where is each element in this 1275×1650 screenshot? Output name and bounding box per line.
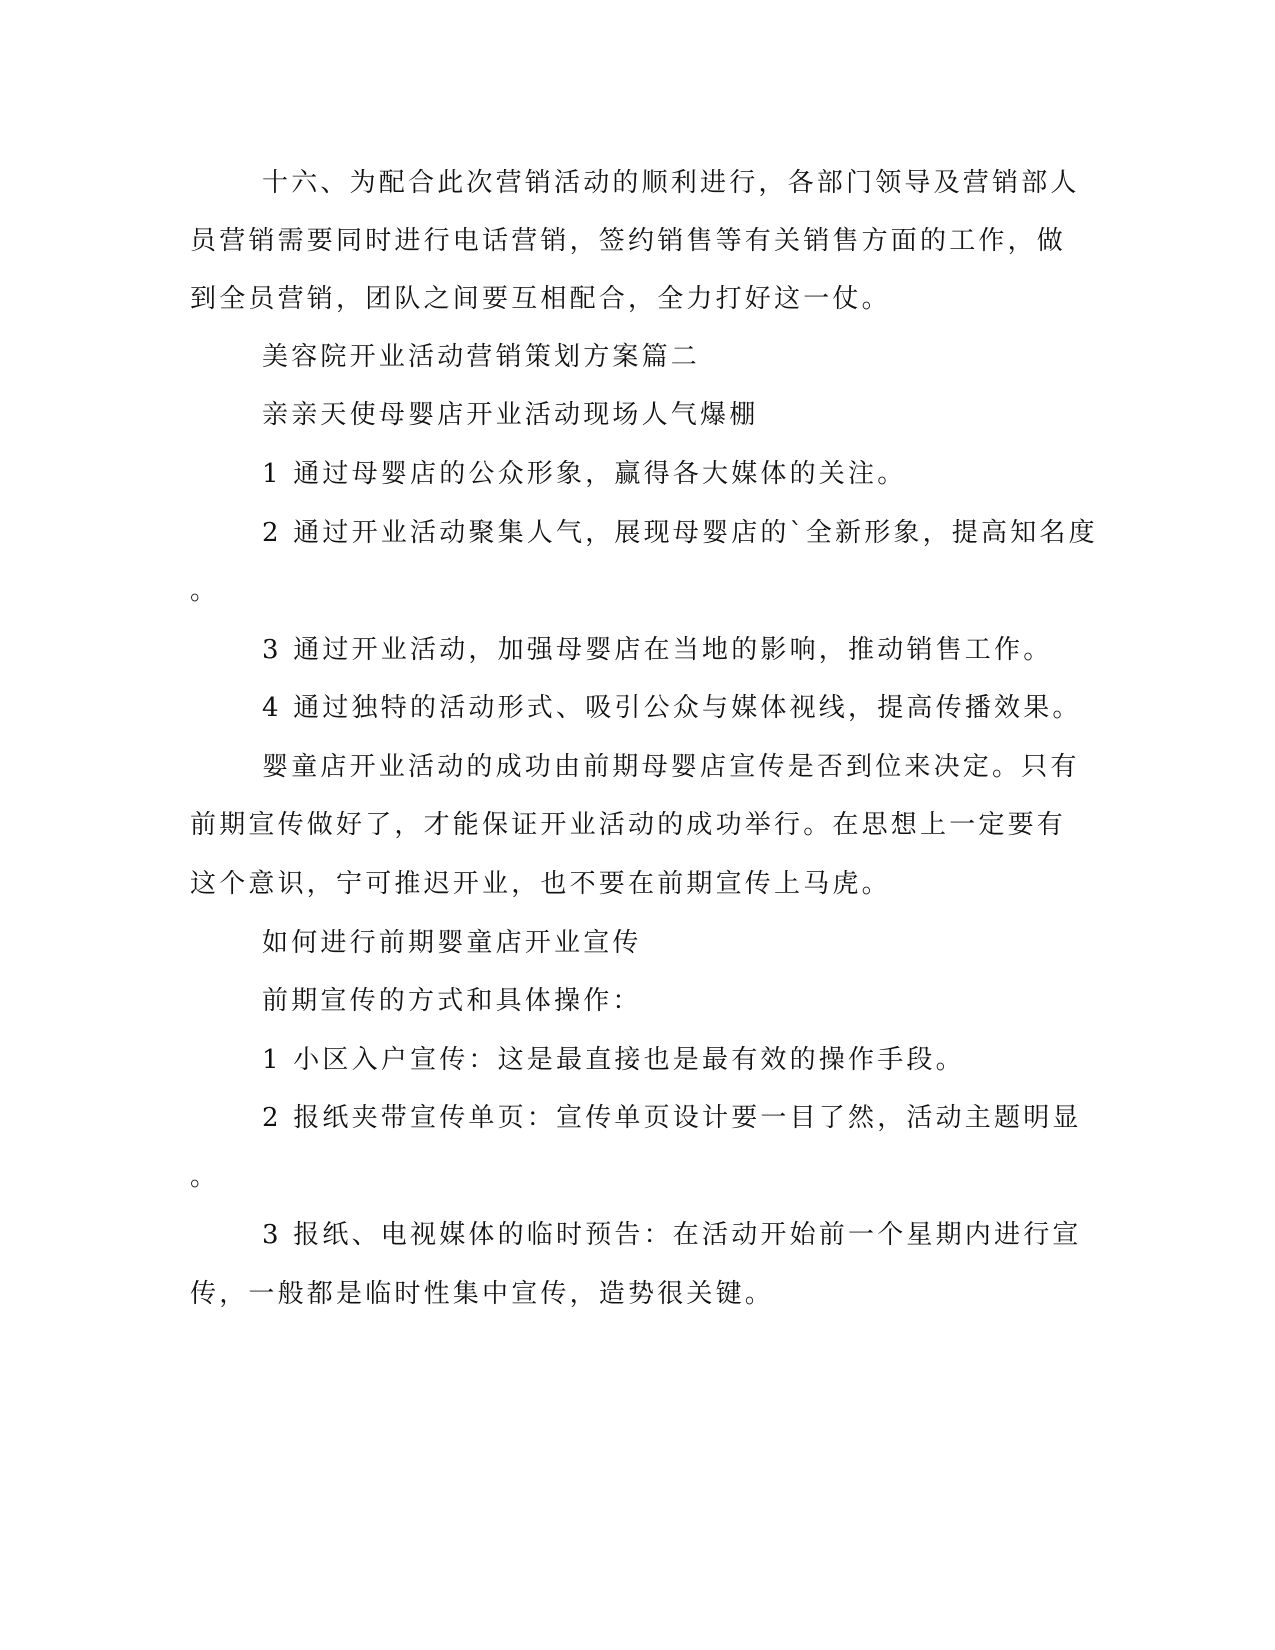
paragraph-line: 婴童店开业活动的成功由前期母婴店宣传是否到位来决定。只有: [262, 752, 1080, 782]
paragraph-line: 传，一般都是临时性集中宣传，造势很关键。: [190, 1279, 775, 1309]
list-item: 3 通过开业活动，加强母婴店在当地的影响，推动销售工作。: [262, 635, 1053, 665]
paragraph-line: 前期宣传的方式和具体操作：: [262, 986, 642, 1016]
subheading: 如何进行前期婴童店开业宣传: [262, 928, 642, 958]
paragraph-line: 。: [190, 1162, 220, 1192]
list-item: 3 报纸、电视媒体的临时预告：在活动开始前一个星期内进行宣: [262, 1220, 1082, 1250]
paragraph-line: 到全员营销，团队之间要互相配合，全力打好这一仗。: [190, 284, 891, 314]
paragraph-line: 。: [190, 576, 220, 606]
paragraph-line: 十六、为配合此次营销活动的顺利进行，各部门领导及营销部人: [262, 168, 1080, 198]
paragraph-line: 这个意识，宁可推迟开业，也不要在前期宣传上马虎。: [190, 869, 891, 899]
paragraph-line: 前期宣传做好了，才能保证开业活动的成功举行。在思想上一定要有: [190, 810, 1067, 840]
list-item: 2 通过开业活动聚集人气，展现母婴店的`全新形象，提高知名度: [262, 518, 1098, 548]
list-item: 4 通过独特的活动形式、吸引公众与媒体视线，提高传播效果。: [262, 693, 1082, 723]
list-item: 2 报纸夹带宣传单页：宣传单页设计要一目了然，活动主题明显: [262, 1103, 1082, 1133]
paragraph-line: 员营销需要同时进行电话营销，签约销售等有关销售方面的工作，做: [190, 226, 1067, 256]
section-heading: 美容院开业活动营销策划方案篇二: [262, 342, 701, 372]
list-item: 1 小区入户宣传：这是最直接也是最有效的操作手段。: [262, 1045, 965, 1075]
subheading: 亲亲天使母婴店开业活动现场人气爆棚: [262, 400, 759, 430]
list-item: 1 通过母婴店的公众形象，赢得各大媒体的关注。: [262, 459, 907, 489]
